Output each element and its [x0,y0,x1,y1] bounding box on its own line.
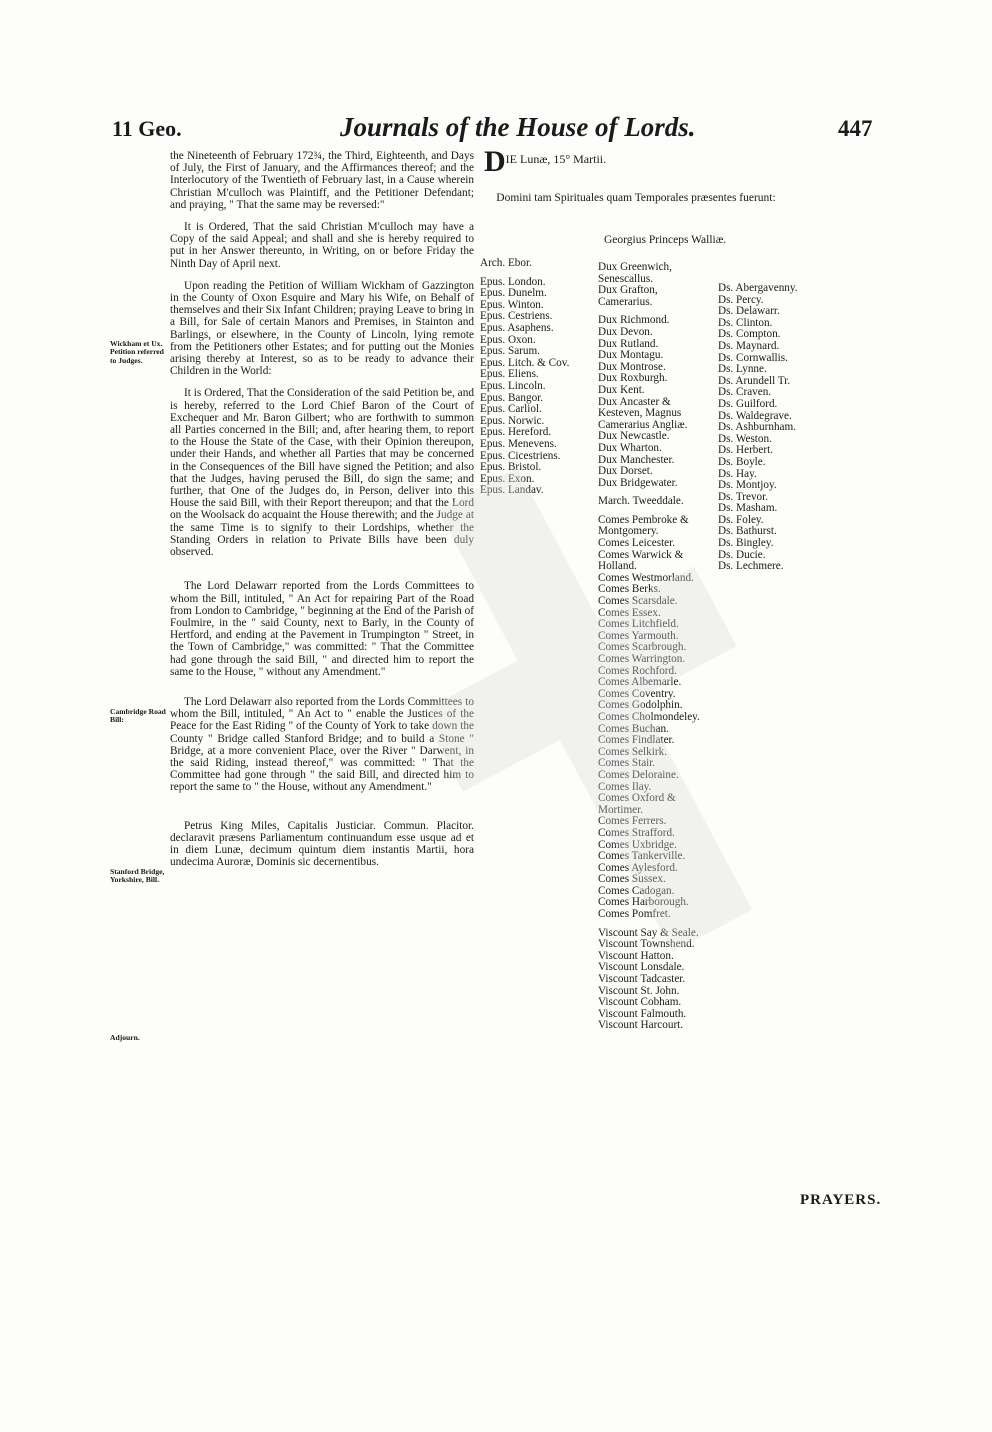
bishop-entry: Epus. Landav. [480,484,544,497]
peer-entry: Dux Manchester. [598,453,675,466]
baron-entry: Ds. Montjoy. [718,479,777,492]
baron-entry: Ds. Cornwallis. [718,351,788,364]
baron-entry: Ds. Trevor. [718,490,769,503]
peer-entry: Comes Scarbrough. [598,641,687,654]
paragraph-adjournment: Petrus King Miles, Capitalis Justiciar. Commun. Placitor. declaravit præsens Parliamentum continuandum esse usque ad et in diem Lunæ, decimum quintum diem instantis Martii, hora undecima Auroræ, Dominis sic decernentibus. [170,819,474,869]
bishop-entry: Epus. Asaphens. [480,321,554,334]
paragraph-cambridge-road: The Lord Delawarr reported from the Lords Committees to whom the Bill, intituled, " An Act for repairing Part of the Road from London to Cambridge, " beginning at the End of the Parish of Foulmire, in the " said County, next to Barly, in the County of Hertford, and ending at the Pavement in Trumpington " Street, in the Town of Cambridge," was committed: " That the Committee had gone through the said Bill, " and directed him to report the same to the House, " without any Amendment." [170,580,474,678]
peer-entry: Dux Montagu. [598,349,664,362]
baron-entry: Ds. Masham. [718,502,778,515]
peer-entry: Comes Westmorland. [598,571,694,584]
peer-entry: Viscount Townshend. [598,938,695,951]
peer-entry: Comes Litchfield. [598,618,679,631]
peer-entry: Comes Yarmouth. [598,629,679,642]
peer-entry: Comes Coventry. [598,687,676,700]
baron-entry: Ds. Guilford. [718,397,778,410]
peer-entry: Dux Montrose. [598,360,666,373]
peer-entry: Comes Warwick & Holland. [598,548,684,573]
peer-entry: Comes Cadogan. [598,884,675,897]
peer-entry: Viscount Lonsdale. [598,961,685,974]
peer-entry: Comes Deloraine. [598,768,679,781]
peer-entry: Comes Harborough. [598,896,689,909]
baron-entry: Ds. Foley. [718,513,764,526]
peer-entry: Dux Bridgewater. [598,476,678,489]
catchword: PRAYERS. [800,1192,882,1208]
bishop-entry: Epus. Cicestriens. [480,449,561,462]
baron-entry: Ds. Maynard. [718,339,780,352]
peer-entry: Comes Warrington. [598,653,686,665]
margin-note-adjourn: Adjourn. [110,1033,140,1042]
date-line [484,145,607,178]
drop-initial: D [484,145,506,178]
paragraph-wickham-petition: Upon reading the Petition of William Wickham of Gazzington in the County of Oxon Esquire and Mary his Wife, on Behalf of themselves and their Six Infant Children; praying Leave to bring in a Bill, for Sale of certain Manors and Premises, in Stainton and Barlings, or elsewhere, in the County of Lincoln, lying remote from the Petitioners other Estates; and for putting out the Monies arising thereby at Interest, so as to be ready to advance their Children in the World: [170,279,474,378]
peer-entry: Comes Oxford & Mortimer. [598,792,676,816]
peer-entry: Comes Strafford. [598,826,675,839]
peer-entry: Viscount Cobham. [598,996,682,1009]
bishop-entry: Arch. Ebor. [480,257,532,269]
peer-entry: Dux Newcastle. [598,430,670,443]
baron-entry: Ds. Herbert. [718,444,773,457]
baron-entry: Ds. Weston. [718,432,772,445]
bishop-entry: Epus. Cestriens. [480,310,553,323]
baron-entry: Ds. Lechmere. [718,560,784,573]
paragraph-order-judges: It is Ordered, That the Consideration of the said Petition be, and is hereby, referred to the Lord Chief Baron of the Court of Exchequer and Mr. Baron Gilbert; who are forthwith to summon all Parties concerned in the Bill; and, after hearing them, to report to the House the State of the Case, with their Opinion thereupon, under their Hands, and whether all Parties that may be concerned in the Consequences of the Bill have signed the Petition; and also that the Judges, having perused the Bill, do sign the same; and further, that One of the Judges do, in Person, deliver into this House the said Bill, with their Report thereupon; and that the Lord on the Woolsack do acquaint the House therewith; and the Judge at the same Time is to signify to their Lordships, whether the Standing Orders in relation to Private Bills have been duly observed. [170,387,474,559]
prince-of-wales: Georgius Princeps Walliæ. [604,234,727,246]
bishop-entry: Epus. Eliens. [480,368,539,381]
peer-entry: Dux Ancaster & Kesteven, Magnus Camerarius Angliæ. [598,395,688,431]
bishop-entry: Epus. Dunelm. [480,287,547,300]
bishops-list [480,258,569,497]
peer-entry: Comes Pomfret. [598,908,671,921]
peer-entry: Comes Sussex. [598,873,666,886]
peer-entry: Comes Tankerville. [598,850,686,863]
bishop-entry: Epus. Bangor. [480,391,544,404]
margin-note-stanford: Stanford Bridge, Yorkshire, Bill. [110,867,165,885]
peer-entry: Comes Pembroke & Montgomery. [598,513,689,538]
baron-entry: Ds. Compton. [718,328,781,341]
peer-entry: Dux Devon. [598,325,653,338]
baron-entry: Ds. Boyle. [718,455,766,468]
attendance-heading: Domini tam Spirituales quam Temporales præsentes fuerunt: [496,192,776,204]
baron-entry: Ds. Bingley. [718,537,774,550]
bishop-entry: Epus. Norwic. [480,414,545,427]
bishop-entry: Epus. Carliol. [480,403,542,416]
peer-entry: Dux Roxburgh. [598,372,668,385]
paragraph-stanford-bridge: The Lord Delawarr also reported from the Lords Committees to whom the Bill, intituled, " An Act to " enable the Justices of the Peace for the East Riding " of the County of York to take down the County " Bridge called Stanford Bridge; and to build a Stone " Bridge, at a more convenient Place, over the River " Darwent, in the said Riding, instead thereof," was committed: " That the Committee had gone through " the said Bill, and directed him to report the same to " the House, without any Amendment." [170,695,474,794]
date-text: IE Lunæ, 15° Martii. [505,152,607,166]
baron-entry: Ds. Clinton. [718,316,773,329]
bishop-entry: Epus. Oxon. [480,333,536,346]
peer-entry: Comes Stair. [598,757,656,770]
peer-entry: Comes Findlater. [598,734,675,747]
peer-entry: Dux Rutland. [598,337,659,350]
barons-list [718,283,798,573]
peer-entry: Dux Dorset. [598,465,653,478]
bishop-entry: Epus. Winton. [480,298,544,311]
peer-entry: Dux Grafton, Camerarius. [598,284,658,308]
peer-entry: Viscount St. John. [598,984,680,997]
running-head-regnal-year: 11 Geo. [112,116,182,141]
baron-entry: Ds. Craven. [718,386,772,399]
bishop-entry: Epus. Bristol. [480,461,542,474]
baron-entry: Ds. Abergavenny. [718,282,798,294]
peer-entry: Viscount Tadcaster. [598,973,686,986]
peer-entry: Comes Ferrers. [598,815,667,828]
bishop-entry: Epus. Litch. & Cov. [480,356,570,369]
baron-entry: Ds. Arundell Tr. [718,374,791,387]
peers-list [598,262,714,1032]
margin-note-wickham: Wickham et Ux. Petition referred to Judges. [110,339,164,365]
peer-entry: Dux Kent. [598,383,645,396]
peer-entry: Comes Scarsdale. [598,595,678,608]
peer-entry: Comes Albemarle. [598,676,682,689]
baron-entry: Ds. Delawarr. [718,305,780,318]
peer-entry: Comes Uxbridge. [598,838,677,851]
bishop-entry: Epus. Menevens. [480,437,557,450]
peer-entry: Comes Aylesford. [598,861,678,874]
peer-entry: Comes Godolphin. [598,699,683,712]
peer-entry: Comes Selkirk. [598,745,667,758]
baron-entry: Ds. Ashburnham. [718,421,797,434]
peer-entry: Senescallus. [598,272,653,285]
bishop-entry: Epus. Exon. [480,472,535,485]
running-head-title: Journals of the House of Lords. [340,112,696,142]
peer-entry: March. Tweeddale. [598,495,684,508]
peer-entry: Dux Greenwich, [598,261,672,273]
baron-entry: Ds. Bathurst. [718,525,777,538]
baron-entry: Ds. Lynne. [718,363,767,376]
peer-entry: Viscount Harcourt. [598,1019,684,1032]
peer-entry: Comes Ilay. [598,780,652,793]
bishop-entry: Epus. London. [480,275,546,288]
left-column [170,150,474,878]
paragraph-order-mcculloch: It is Ordered, That the said Christian M'culloch may have a Copy of the said Appeal; and shall and she is hereby required to put in her Answer thereunto, in Writing, on or before Friday the Ninth Day of April next. [170,221,474,270]
bishop-entry: Epus. Lincoln. [480,379,546,392]
margin-note-cambridge: Cambridge Road Bill: [110,707,166,725]
baron-entry: Ds. Waldegrave. [718,409,792,422]
baron-entry: Ds. Percy. [718,293,764,306]
peer-entry: Comes Rochford. [598,664,677,677]
baron-entry: Ds. Ducie. [718,548,766,561]
baron-entry: Ds. Hay. [718,467,757,480]
peer-entry: Comes Berks. [598,583,661,596]
paragraph-appeal-continued: the Nineteenth of February 172¾, the Third, Eighteenth, and Days of July, the First of January, and the Affirmances thereof; and the Interlocutory of the Twentieth of February last, in a Cause wherein Christian M'culloch was Plaintiff, and the Petitioner Defendant; and praying, " That the same may be reversed:" [170,150,474,211]
peer-entry: Dux Wharton. [598,441,662,454]
bishop-entry: Epus. Sarum. [480,345,540,358]
bishop-entry: Epus. Hereford. [480,426,552,439]
peer-entry: Comes Buchan. [598,722,669,735]
peer-entry: Viscount Hatton. [598,949,674,962]
peer-entry: Viscount Say & Seale. [598,926,699,939]
peer-entry: Comes Essex. [598,606,661,619]
peer-entry: Comes Leicester. [598,537,676,550]
peer-entry: Viscount Falmouth. [598,1007,687,1020]
page-number: 447 [838,116,873,141]
peer-entry: Comes Cholmondeley. [598,710,700,723]
peer-entry: Dux Richmond. [598,314,670,327]
